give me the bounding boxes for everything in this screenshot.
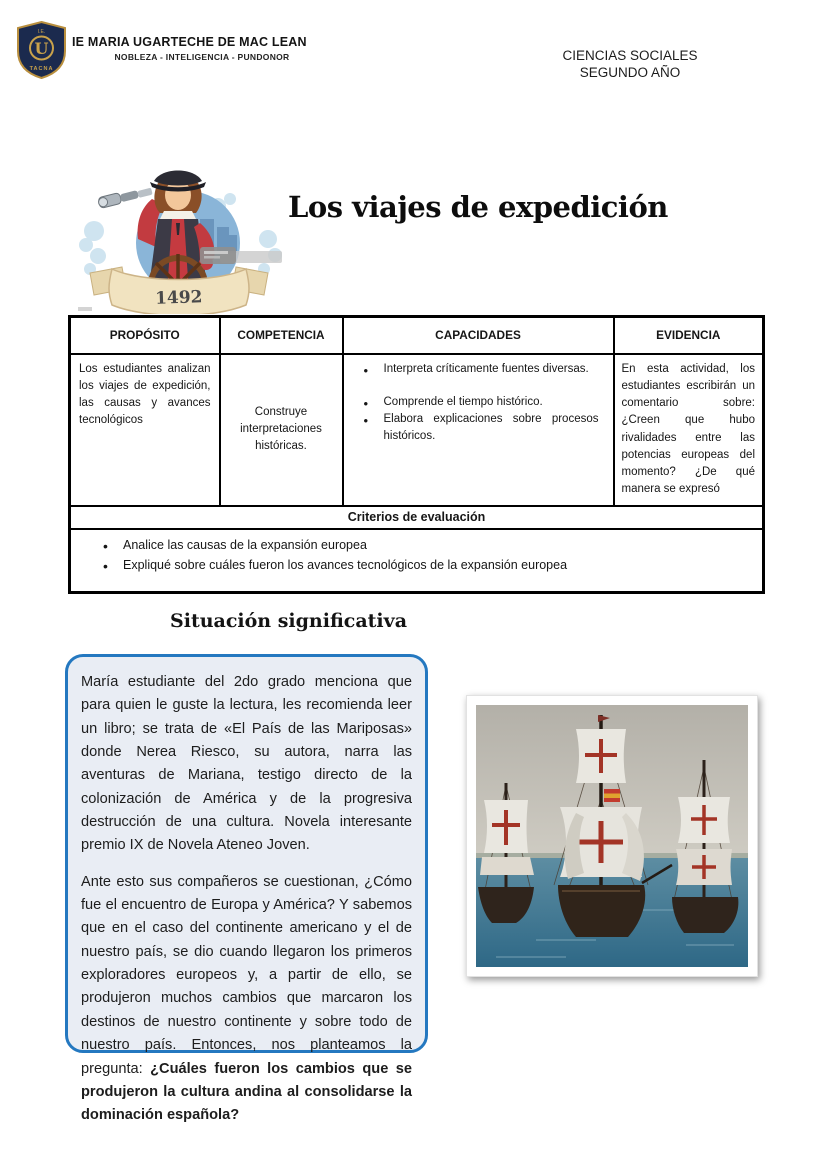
lesson-plan-table: [68, 315, 765, 594]
capacidad-item: • Comprende el tiempo histórico.: [358, 394, 599, 411]
criterios-cell: [70, 529, 764, 593]
capacidad-item: • Elabora explicaciones sobre procesos históricos.: [358, 411, 599, 446]
criterios-body-row: [70, 529, 764, 593]
capacidades-list: [352, 361, 605, 446]
capacidad-item: • Interpreta críticamente fuentes diversas.: [358, 361, 599, 378]
svg-text:I.E.: I.E.: [37, 29, 46, 35]
evidencia-cell: En esta actividad, los estudiantes escribirán un comentario sobre: ¿Creen que hubo rivalidades entre las potencias europeas del momento? ¿De qué manera se expresó: [614, 354, 764, 506]
table-header-row: [70, 317, 764, 354]
criterios-title: Criterios de evaluación: [70, 506, 764, 529]
school-name: IE MARIA UGARTECHE DE MAC LEAN: [72, 35, 307, 49]
explorer-1492-illustration: [72, 161, 286, 314]
table-body-row: [70, 354, 764, 506]
criterio-item: • Analice las causas de la expansión europea: [81, 535, 752, 556]
criterios-list: [81, 535, 752, 576]
school-header: [72, 35, 332, 62]
column-header-evidencia: EVIDENCIA: [614, 317, 764, 354]
situacion-heading: Situación significativa: [170, 610, 407, 632]
page-title: Los viajes de expedición: [288, 190, 668, 224]
school-motto: NOBLEZA - INTELIGENCIA - PUNDONOR: [114, 52, 290, 62]
situacion-paragraph-1: María estudiante del 2do grado menciona que para quien le guste la lectura, les recomienda leer un libro; se trata de «El País de las Mariposas» donde Nerea Riesco, su autora, narra las aventuras de Mariana, testigo directo de la colonización de América y de la progresiva destrucción de una cultura. Novela interesante premio IX de Novela Ateneo Joven.: [81, 674, 412, 854]
situacion-paragraph-2-text: Ante esto sus compañeros se cuestionan, ¿Cómo fue el encuentro de Europa y América? Y sabemos que en el caso del continente americano y el de nuestro país, se dio cuando llegaron los primeros exploradores europeos y, a partir de ello, se produjeron muchos cambios que marcaron los destinos de nuestro continente y sobre todo de nuestro país. Entonces, nos planteamos la pregunta:: [81, 873, 412, 1077]
school-crest-logo: [14, 21, 69, 79]
proposito-cell: Los estudiantes analizan los viajes de expedición, las causas y avances tecnológicos: [70, 354, 220, 506]
criterios-title-row: [70, 506, 764, 529]
situacion-key-question: ¿Cuáles fueron los cambios que se produjeron la cultura andina al consolidarse la dominación española?: [81, 1060, 412, 1124]
course-header: [548, 47, 712, 81]
column-header-proposito: PROPÓSITO: [70, 317, 220, 354]
banner-year-text: 1492: [154, 287, 203, 309]
svg-text:U: U: [34, 39, 49, 58]
logo-city-text: TACNA: [29, 66, 54, 72]
course-name: CIENCIAS SOCIALES: [562, 48, 698, 63]
situacion-text-box: [65, 654, 428, 1124]
caravels-photo-frame: [466, 695, 758, 977]
situacion-paragraph-2: [81, 871, 412, 1128]
competencia-cell: Construye interpretaciones históricas.: [220, 354, 343, 506]
column-header-capacidades: CAPACIDADES: [343, 317, 614, 354]
criterio-item: • Expliqué sobre cuáles fueron los avances tecnológicos de la expansión europea: [81, 555, 752, 576]
grade-level: SEGUNDO AÑO: [579, 65, 681, 80]
caravels-photo: [476, 705, 748, 967]
column-header-competencia: COMPETENCIA: [220, 317, 343, 354]
capacidades-cell: [343, 354, 614, 506]
